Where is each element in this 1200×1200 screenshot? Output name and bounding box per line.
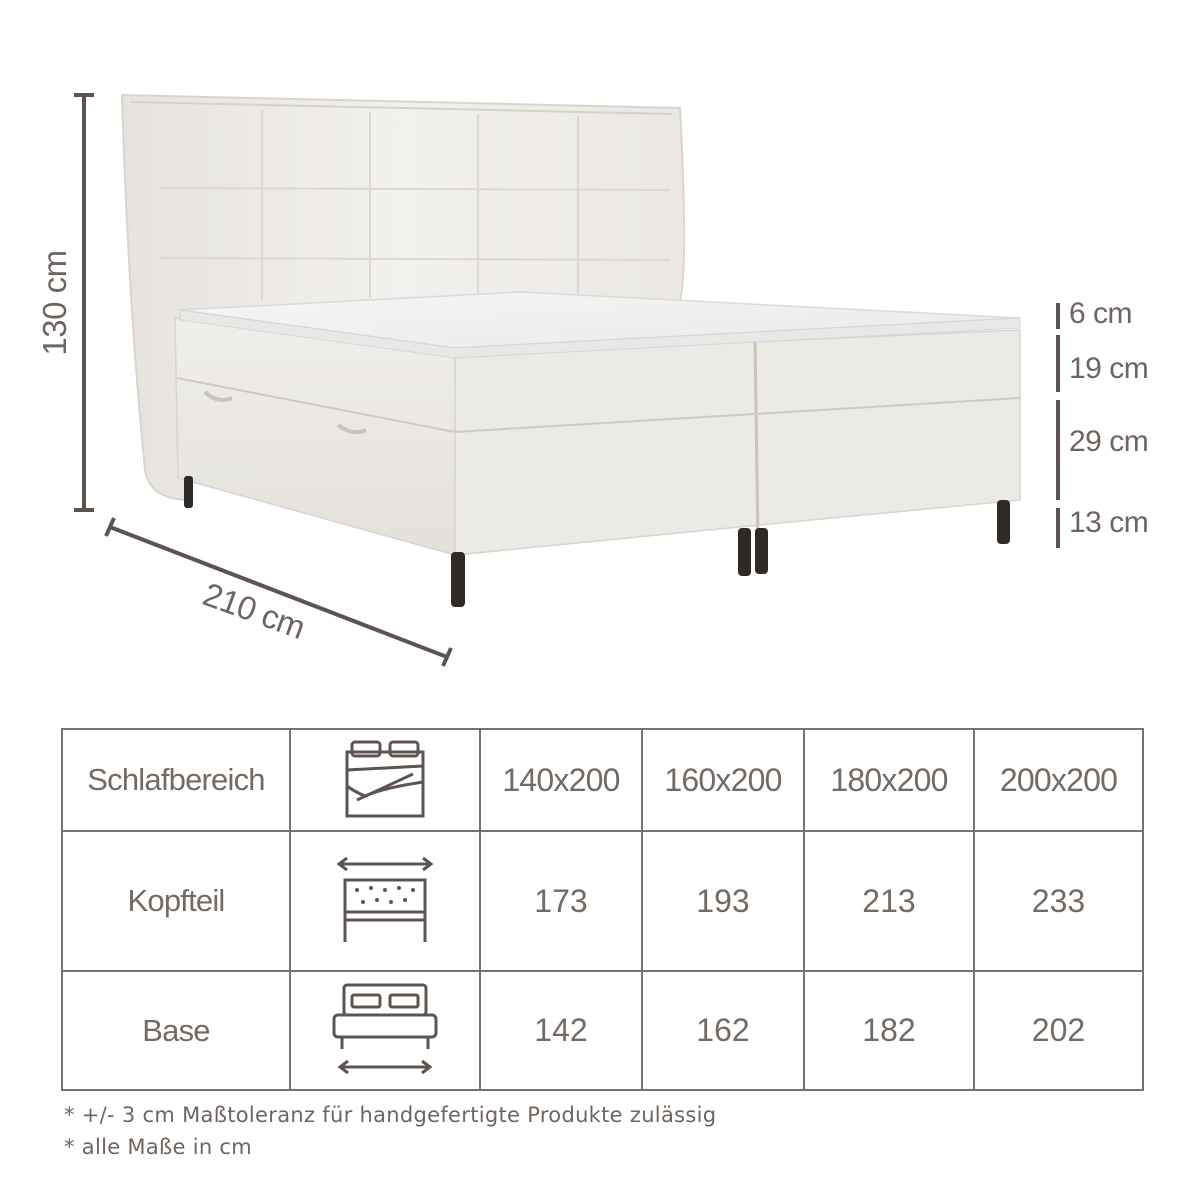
kopfteil-200: 233 xyxy=(974,831,1143,971)
size-table xyxy=(61,728,1144,1091)
base-180: 182 xyxy=(804,971,974,1090)
table-header-row xyxy=(62,729,1143,831)
height-label: 130 cm xyxy=(36,250,73,356)
bed-sheet-icon xyxy=(343,740,427,820)
size-140x200: 140x200 xyxy=(480,729,642,831)
row-label-kopfteil: Kopfteil xyxy=(62,831,290,971)
table-row xyxy=(62,971,1143,1090)
topper-height-label: 6 cm xyxy=(1069,297,1133,330)
header-label: Schlafbereich xyxy=(62,729,290,831)
bed-base-width-icon xyxy=(330,981,440,1081)
base-height-label: 29 cm xyxy=(1069,425,1149,458)
base-200: 202 xyxy=(974,971,1143,1090)
leg-height-label: 13 cm xyxy=(1069,506,1149,539)
tolerance-note: * +/- 3 cm Maßtoleranz für handgefertigte Produkte zulässig xyxy=(64,1103,717,1127)
size-160x200: 160x200 xyxy=(642,729,804,831)
row-label-base: Base xyxy=(62,971,290,1090)
kopfteil-160: 193 xyxy=(642,831,804,971)
base-140: 142 xyxy=(480,971,642,1090)
size-200x200: 200x200 xyxy=(974,729,1143,831)
height-dimension-line xyxy=(74,95,94,510)
kopfteil-180: 213 xyxy=(804,831,974,971)
length-label: 210 cm xyxy=(198,575,310,646)
kopfteil-140: 173 xyxy=(480,831,642,971)
headboard-width-icon xyxy=(335,856,435,946)
size-180x200: 180x200 xyxy=(804,729,974,831)
mattress-height-label: 19 cm xyxy=(1069,352,1149,385)
base-160: 162 xyxy=(642,971,804,1090)
units-note: * alle Maße in cm xyxy=(64,1135,253,1159)
table-row xyxy=(62,831,1143,971)
bed-base xyxy=(175,318,1020,555)
